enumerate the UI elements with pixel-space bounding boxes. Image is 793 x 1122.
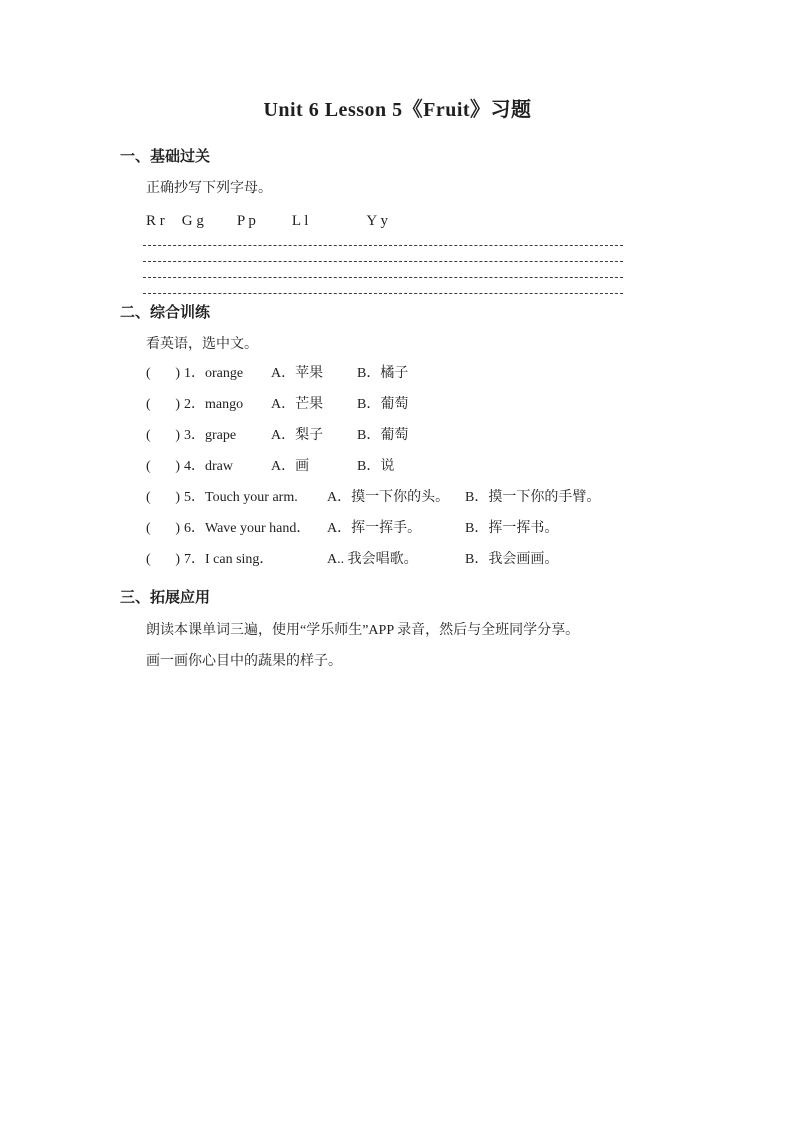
answer-blank bbox=[146, 428, 180, 444]
paren-close: ) bbox=[175, 428, 180, 443]
section-3-line-1: 朗读本课单词三遍，使用“学乐师生”APP 录音，然后与全班同学分享。 bbox=[146, 623, 580, 638]
writing-line bbox=[143, 246, 623, 262]
option-a: A．摸一下你的头。 bbox=[327, 490, 450, 505]
paren-open: ( bbox=[146, 490, 151, 505]
answer-blank bbox=[146, 366, 180, 382]
section-1-instruction: 正确抄写下列字母。 bbox=[146, 181, 272, 196]
option-b: B．橘子 bbox=[357, 366, 409, 381]
question-number: 6． bbox=[184, 521, 205, 536]
question-english bbox=[184, 455, 269, 475]
letter-pair-yy: Y y bbox=[366, 213, 388, 229]
paren-open: ( bbox=[146, 397, 151, 412]
writing-line bbox=[143, 230, 623, 246]
paren-open: ( bbox=[146, 521, 151, 536]
question-english bbox=[184, 393, 269, 413]
question-word: grape bbox=[205, 428, 237, 443]
writing-line bbox=[143, 278, 623, 294]
option-b: B．摸一下你的手臂。 bbox=[465, 490, 601, 505]
question-number: 4． bbox=[184, 459, 205, 474]
section-3-heading: 三、拓展应用 bbox=[120, 590, 211, 606]
question-word: Wave your hand． bbox=[205, 521, 311, 536]
letter-pair-gg: G g bbox=[181, 213, 204, 229]
letter-pair-rr: R r bbox=[146, 213, 165, 229]
option-a: A．画 bbox=[271, 459, 310, 474]
question-row-1 bbox=[146, 362, 675, 393]
paren-close: ) bbox=[175, 552, 180, 567]
option-b: B．我会画画。 bbox=[465, 552, 559, 567]
question-english bbox=[184, 517, 325, 537]
question-word: orange bbox=[205, 366, 244, 381]
question-number: 5． bbox=[184, 490, 205, 505]
question-number: 3． bbox=[184, 428, 205, 443]
question-english bbox=[184, 548, 325, 568]
page-title: Unit 6 Lesson 5《Fruit》习题 bbox=[263, 99, 532, 121]
option-b: B．葡萄 bbox=[357, 428, 409, 443]
answer-blank bbox=[146, 459, 180, 475]
option-b: B．挥一挥书。 bbox=[465, 521, 559, 536]
letters-row bbox=[146, 213, 675, 230]
option-a: A．苹果 bbox=[271, 366, 324, 381]
writing-lines bbox=[143, 230, 623, 294]
question-english bbox=[184, 486, 325, 506]
question-row-6 bbox=[146, 517, 675, 548]
question-number: 7． bbox=[184, 552, 205, 567]
question-word: draw bbox=[205, 459, 233, 474]
paren-close: ) bbox=[175, 459, 180, 474]
question-word: Touch your arm. bbox=[205, 490, 298, 505]
question-row-4 bbox=[146, 455, 675, 486]
section-2-instruction: 看英语，选中文。 bbox=[146, 337, 258, 352]
letter-pair-pp: P p bbox=[236, 213, 256, 229]
option-a: A．芒果 bbox=[271, 397, 324, 412]
paren-open: ( bbox=[146, 459, 151, 474]
paren-close: ) bbox=[175, 366, 180, 381]
option-a: A.. 我会唱歌。 bbox=[327, 552, 418, 567]
answer-blank bbox=[146, 490, 180, 506]
section-1-heading: 一、基础过关 bbox=[120, 149, 211, 165]
question-number: 1． bbox=[184, 366, 205, 381]
paren-open: ( bbox=[146, 552, 151, 567]
option-a: A．梨子 bbox=[271, 428, 324, 443]
question-word: I can sing． bbox=[205, 552, 274, 567]
section-2-heading: 二、综合训练 bbox=[120, 305, 211, 321]
letter-pair-ll: L l bbox=[291, 213, 309, 229]
question-row-7 bbox=[146, 548, 675, 579]
paren-close: ) bbox=[175, 397, 180, 412]
section-3-line-2: 画一画你心目中的蔬果的样子。 bbox=[146, 654, 342, 669]
paren-open: ( bbox=[146, 428, 151, 443]
answer-blank bbox=[146, 521, 180, 537]
answer-blank bbox=[146, 397, 180, 413]
answer-blank bbox=[146, 552, 180, 568]
writing-line bbox=[143, 262, 623, 278]
option-b: B．说 bbox=[357, 459, 395, 474]
question-row-3 bbox=[146, 424, 675, 455]
option-b: B．葡萄 bbox=[357, 397, 409, 412]
question-word: mango bbox=[205, 397, 244, 412]
paren-close: ) bbox=[175, 521, 180, 536]
question-list bbox=[146, 362, 675, 579]
question-number: 2． bbox=[184, 397, 205, 412]
question-row-2 bbox=[146, 393, 675, 424]
question-english bbox=[184, 362, 269, 382]
paren-open: ( bbox=[146, 366, 151, 381]
option-a: A．挥一挥手。 bbox=[327, 521, 422, 536]
question-row-5 bbox=[146, 486, 675, 517]
paren-close: ) bbox=[175, 490, 180, 505]
question-english bbox=[184, 424, 269, 444]
